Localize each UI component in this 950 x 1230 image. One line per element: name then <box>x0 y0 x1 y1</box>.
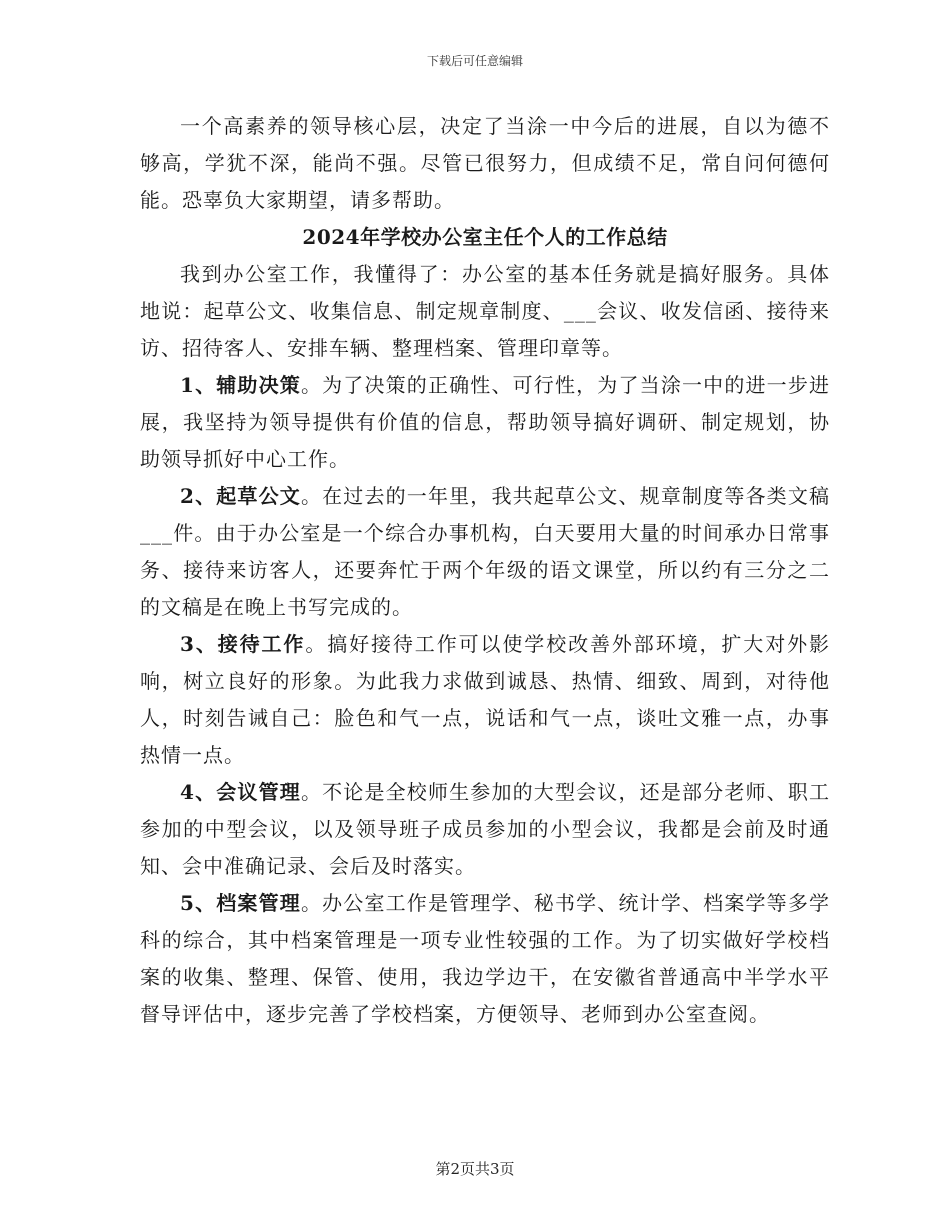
item-heading: 2、起草公文 <box>180 484 301 508</box>
item-text: 。办公室工作是管理学、秘书学、统计学、档案学等多学科的综合，其中档案管理是一项专业性较强的工作。为了切实做好学校档案的收集、整理、保管、使用，我边学边干，在安徽省普通高中半学水平督导评估中，逐步完善了学校档案，方便领导、老师到办公室查阅。 <box>140 891 830 1026</box>
item-heading: 3、接待工作 <box>180 632 306 656</box>
document-body <box>140 108 830 1033</box>
item-heading: 5、档案管理 <box>180 891 301 915</box>
item-heading: 4、会议管理 <box>180 780 301 804</box>
item-paragraph-4 <box>140 774 830 885</box>
item-paragraph-1 <box>140 367 830 478</box>
item-heading: 1、辅助决策 <box>180 373 301 397</box>
page-number: 第2页共3页 <box>435 1160 515 1178</box>
opening-paragraph: 我到办公室工作，我懂得了：办公室的基本任务就是搞好服务。具体地说：起草公文、收集信息、制定规章制度、___会议、收发信函、接待来访、招待客人、安排车辆、整理档案、管理印章等。 <box>140 262 830 360</box>
item-paragraph-3 <box>140 626 830 774</box>
item-text: 。在过去的一年里，我共起草公文、规章制度等各类文稿___件。由于办公室是一个综合办事机构，白天要用大量的时间承办日常事务、接待来访客人，还要奔忙于两个年级的语文课堂，所以约有三分之二的文稿是在晚上书写完成的。 <box>140 484 830 619</box>
document-title: 2024年学校办公室主任个人的工作总结 <box>302 225 668 249</box>
item-paragraph-2 <box>140 478 830 626</box>
item-text: 。搞好接待工作可以使学校改善外部环境，扩大对外影响，树立良好的形象。为此我力求做到诚恳、热情、细致、周到，对待他人，时刻告诫自己：脸色和气一点，说话和气一点，谈吐文雅一点，办事热情一点。 <box>140 632 830 767</box>
item-paragraph-5 <box>140 885 830 1033</box>
header-note: 下载后可任意编辑 <box>426 54 523 68</box>
intro-paragraph: 一个高素养的领导核心层，决定了当涂一中今后的进展，自以为德不够高，学犹不深，能尚不强。尽管已很努力，但成绩不足，常自问何德何能。恐辜负大家期望，请多帮助。 <box>140 114 830 212</box>
item-text: 。不论是全校师生参加的大型会议，还是部分老师、职工参加的中型会议，以及领导班子成员参加的小型会议，我都是会前及时通知、会中准确记录、会后及时落实。 <box>140 780 830 878</box>
item-text: 。为了决策的正确性、可行性，为了当涂一中的进一步进展，我坚持为领导提供有价值的信息，帮助领导搞好调研、制定规划，协助领导抓好中心工作。 <box>140 373 830 471</box>
